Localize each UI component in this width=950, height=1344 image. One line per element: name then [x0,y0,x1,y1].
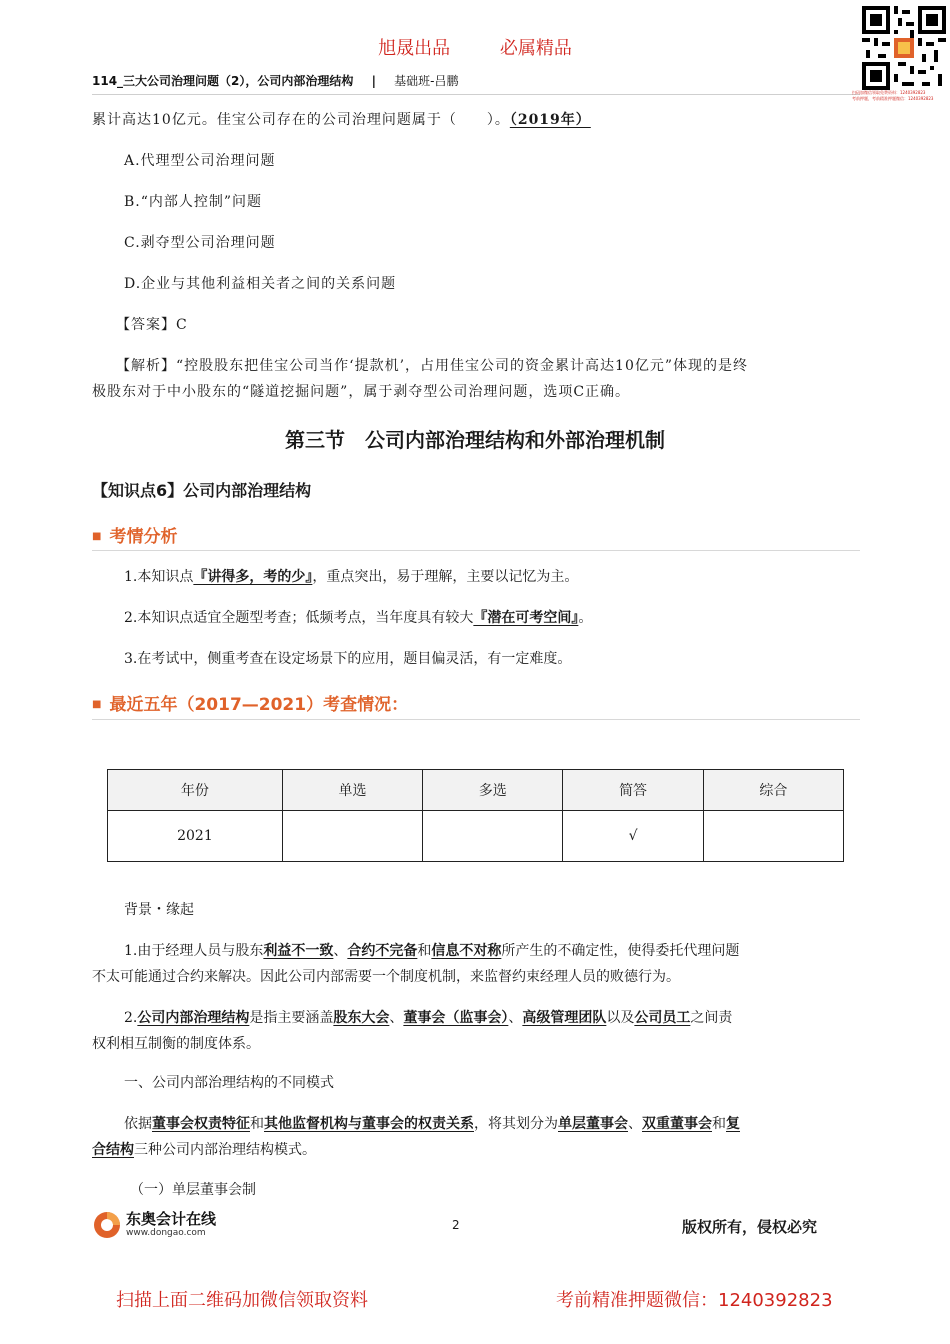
section-title: 第三节 公司内部治理结构和外部治理机制 [285,428,665,452]
table-row [108,811,844,862]
p1-sep-1: 、 [333,943,348,959]
qr-note [852,90,948,102]
exam-analysis-heading-text: 考情分析 [109,527,178,547]
analysis-item-2 [124,605,592,631]
dongao-logo [92,1206,232,1246]
p3-key-5: 复 [726,1116,740,1132]
p1-key-2: 合约不完备 [347,943,418,959]
option-d: D.企业与其他利益相关者之间的关系问题 [124,276,397,292]
cell-year: 2021 [108,811,283,862]
paragraph-3-line-1 [124,1111,740,1137]
title-separator: | [371,74,376,88]
exam-frequency-table [107,769,844,862]
analysis-item-1-post: ，重点突出，易于理解，主要以记忆为主。 [312,569,579,585]
question-year-tag: （2019年） [509,112,591,128]
p2-key-1: 公司内部治理结构 [137,1010,250,1026]
square-bullet-icon: ■ [92,531,102,542]
qr-code-icon [862,6,946,90]
promo-scan-qr: 扫描上面二维码加微信领取资料 [116,1290,368,1311]
p1-sep-2: 和 [417,943,432,959]
p3-sep-2: ，将其划分为 [474,1116,558,1132]
brand-banner [0,34,950,60]
p1-pre: 1.由于经理人员与股东 [124,943,264,959]
brand-right-text: 必属精品 [499,38,572,59]
heading-rule [92,550,860,551]
qr-note-line-1: 扫码加微信领取免费资料：1240392823 [852,90,926,95]
p3-line2-key: 合结构 [92,1142,134,1158]
p3-sep-4: 和 [712,1116,726,1132]
paragraph-1-line-2: 不太可能通过合约来解决。因此公司内部需要一个制度机制，来监督约束经理人员的败德行为。 [92,969,680,985]
p3-key-1: 董事会权责特征 [152,1116,250,1132]
paragraph-3-line-2 [92,1137,316,1163]
p3-pre: 依据 [124,1116,152,1132]
option-a: A.代理型公司治理问题 [124,153,276,169]
knowledge-point-title: 【知识点6】公司内部治理结构 [92,481,312,500]
brand-left-text: 旭晟出品 [378,38,451,59]
question-stem-text: 累计高达10亿元。佳宝公司存在的公司治理问题属于（ ）。 [92,112,510,128]
logo-url: www.dongao.com [126,1228,206,1238]
square-bullet-icon: ■ [92,699,102,710]
sub-heading-single-board: （一）单层董事会制 [130,1182,256,1198]
p3-key-2: 其他监督机构与董事会的权责关系 [264,1116,474,1132]
option-b: B.“内部人控制”问题 [124,194,263,210]
col-header-comprehensive: 综合 [703,770,843,811]
paragraph-1-line-1 [124,938,739,964]
background-title: 背景・缘起 [124,902,194,918]
p2-sep-3: 、 [508,1010,523,1026]
course-title-line [92,72,459,89]
header-rule [92,94,860,95]
analysis-item-3-pre: 3.在考试中，侧重考查在设定场景下的应用，题目偏灵活，有一定难度。 [124,651,572,667]
p2-key-2: 股东大会 [333,1010,390,1026]
col-header-multiple-choice: 多选 [423,770,563,811]
answer-text: 【答案】C [116,317,188,333]
paragraph-2-line-2: 权利相互制衡的制度体系。 [92,1036,260,1052]
option-c: C.剥夺型公司治理问题 [124,235,276,251]
analysis-line-2: 极股东对于中小股东的“隧道挖掘问题”，属于剥夺型公司治理问题，选项C正确。 [92,384,631,400]
heading-rule [92,719,860,720]
analysis-item-2-post: 。 [578,610,593,626]
recent-years-heading-text: 最近五年（2017—2021）考查情况： [109,695,409,715]
p3-sep-1: 和 [250,1116,264,1132]
col-header-short-answer: 简答 [563,770,703,811]
exam-analysis-heading [92,522,177,547]
p2-pre: 2. [124,1010,138,1026]
p1-key-1: 利益不一致 [263,943,334,959]
promo-wechat: 考前精准押题微信：1240392823 [556,1290,833,1311]
analysis-item-3 [124,646,571,672]
paragraph-2-line-1 [124,1005,732,1031]
p2-key-4: 高级管理团队 [522,1010,607,1026]
question-stem [92,107,591,133]
cell-short-answer: √ [563,811,703,862]
p2-sep-4: 以及 [606,1010,635,1026]
cell-single-choice [282,811,422,862]
sub-heading-modes: 一、公司内部治理结构的不同模式 [124,1075,334,1091]
p2-sep-1: 是指主要涵盖 [249,1010,334,1026]
analysis-item-2-key: 『潜在可考空间』 [473,610,579,626]
col-header-year: 年份 [108,770,283,811]
logo-text: 东奥会计在线 [126,1210,217,1228]
p3-sep-3: 、 [628,1116,642,1132]
p1-key-3: 信息不对称 [431,943,502,959]
page-number: 2 [452,1218,460,1232]
analysis-line-1: 【解析】“控股股东把佳宝公司当作‘提款机’，占用佳宝公司的资金累计高达10亿元”体现的是终 [116,358,749,374]
p2-sep-2: 、 [389,1010,404,1026]
teacher-name: 基础班-吕鹏 [394,74,459,88]
p2-key-3: 董事会（监事会） [403,1010,509,1026]
recent-years-heading [92,690,408,715]
cell-comprehensive [703,811,843,862]
col-header-single-choice: 单选 [282,770,422,811]
p3-key-4: 双重董事会 [642,1116,712,1132]
table-header-row [108,770,844,811]
dongao-logo-icon [92,1210,122,1240]
p3-key-3: 单层董事会 [558,1116,628,1132]
p3-line2-post: 三种公司内部治理结构模式。 [134,1142,316,1158]
course-title: 114_三大公司治理问题（2），公司内部治理结构 [92,74,354,88]
p1-post: 所产生的不确定性，使得委托代理问题 [501,943,740,959]
analysis-item-2-pre: 2.本知识点适宜全题型考查；低频考点，当年度具有较大 [124,610,474,626]
p2-key-5: 公司员工 [634,1010,691,1026]
analysis-item-1-pre: 1.本知识点 [124,569,194,585]
analysis-item-1-key: 『讲得多，考的少』 [193,569,313,585]
copyright-notice: 版权所有，侵权必究 [682,1218,818,1236]
cell-multiple-choice [423,811,563,862]
qr-note-line-2: 考前押题，考前精准押题微信：1240392823 [852,96,934,101]
p2-post: 之间责 [690,1010,733,1026]
analysis-item-1 [124,564,578,590]
